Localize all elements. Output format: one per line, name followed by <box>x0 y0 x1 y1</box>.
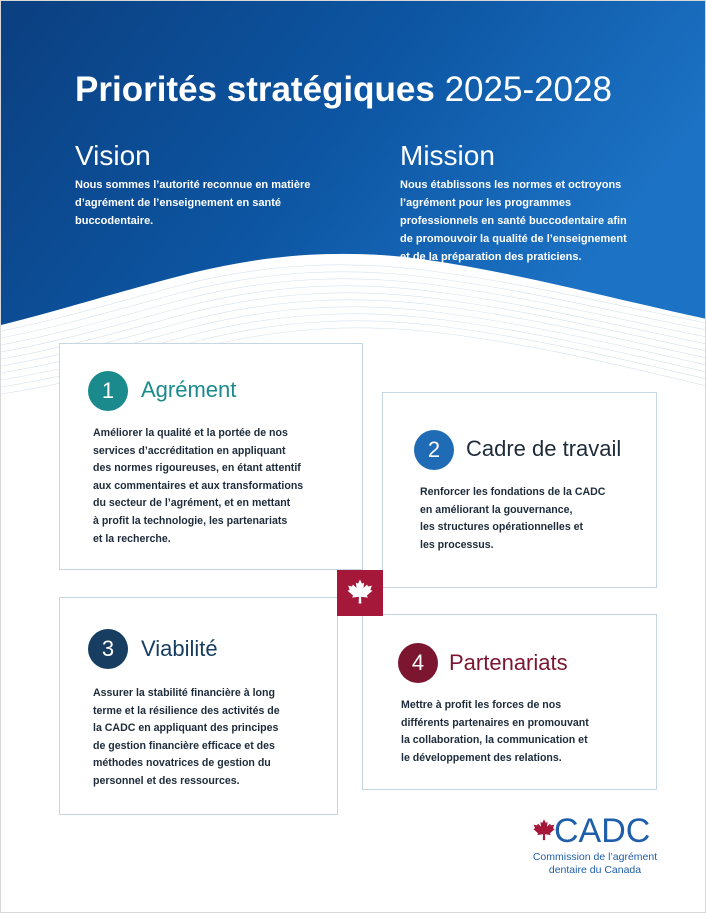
logo-subtitle-line: dentaire du Canada <box>548 864 642 876</box>
vision-line: Nous sommes l’autorité reconnue en matière <box>75 179 311 191</box>
priority-number-badge: 2 <box>414 430 454 470</box>
title-main: Priorités stratégiques <box>75 70 435 109</box>
priority-description: Améliorer la qualité et la portée de nos services d’accréditation en appliquant des normes rigoureuses, en étant attentif aux commentaires et aux transformations du secteur de l’agrément, et en mettant à profit la technologie, les partenariats et la recherche. <box>93 427 304 545</box>
maple-leaf-badge <box>337 570 383 616</box>
logo-subtitle <box>525 851 665 877</box>
priority-number-badge: 1 <box>88 371 128 411</box>
logo-wordmark: CADC <box>554 812 651 850</box>
priority-title: Cadre de travail <box>466 436 622 461</box>
maple-leaf-icon <box>345 578 375 608</box>
priority-description: Mettre à profit les forces de nos différents partenaires en promouvant la collaboration, la communication et le développement des relations. <box>401 699 589 764</box>
priority-card-cadre <box>382 392 657 588</box>
logo-subtitle-line: Commission de l’agrément <box>532 851 658 863</box>
title-years: 2025-2028 <box>444 70 612 109</box>
priority-title: Agrément <box>141 377 237 402</box>
page-title <box>75 69 612 111</box>
mission-line: l’agrément pour les programmes <box>400 197 572 209</box>
priority-card-viabilite <box>59 597 338 815</box>
vision-line: d’agrément de l’enseignement en santé <box>75 197 282 209</box>
priority-description: Renforcer les fondations de la CADC en améliorant la gouvernance, les structures opérationnelles et les processus. <box>420 486 606 551</box>
priority-number-badge: 3 <box>88 629 128 669</box>
mission-line: professionnels en santé buccodentaire afin <box>400 215 627 227</box>
priority-number-badge: 4 <box>398 643 438 683</box>
mission-heading: Mission <box>400 140 495 171</box>
vision-text <box>75 176 365 230</box>
vision-heading: Vision <box>75 140 151 171</box>
mission-line: Nous établissons les normes et octroyons <box>400 179 622 191</box>
mission-text <box>400 176 700 266</box>
priority-card-agrement <box>59 343 363 570</box>
mission-line: de promouvoir la qualité de l’enseignement <box>400 233 627 245</box>
priority-title: Viabilité <box>141 636 218 661</box>
priority-description: Assurer la stabilité financière à long terme et la résilience des activités de la CADC en appliquant des principes de gestion financière efficace et des méthodes novatrices de gestion du personnel et des ressources. <box>93 687 280 787</box>
mission-line: et de la préparation des praticiens. <box>400 251 582 263</box>
vision-line: buccodentaire. <box>75 215 154 227</box>
priority-title: Partenariats <box>449 650 568 675</box>
priority-card-partenariats <box>362 614 657 790</box>
